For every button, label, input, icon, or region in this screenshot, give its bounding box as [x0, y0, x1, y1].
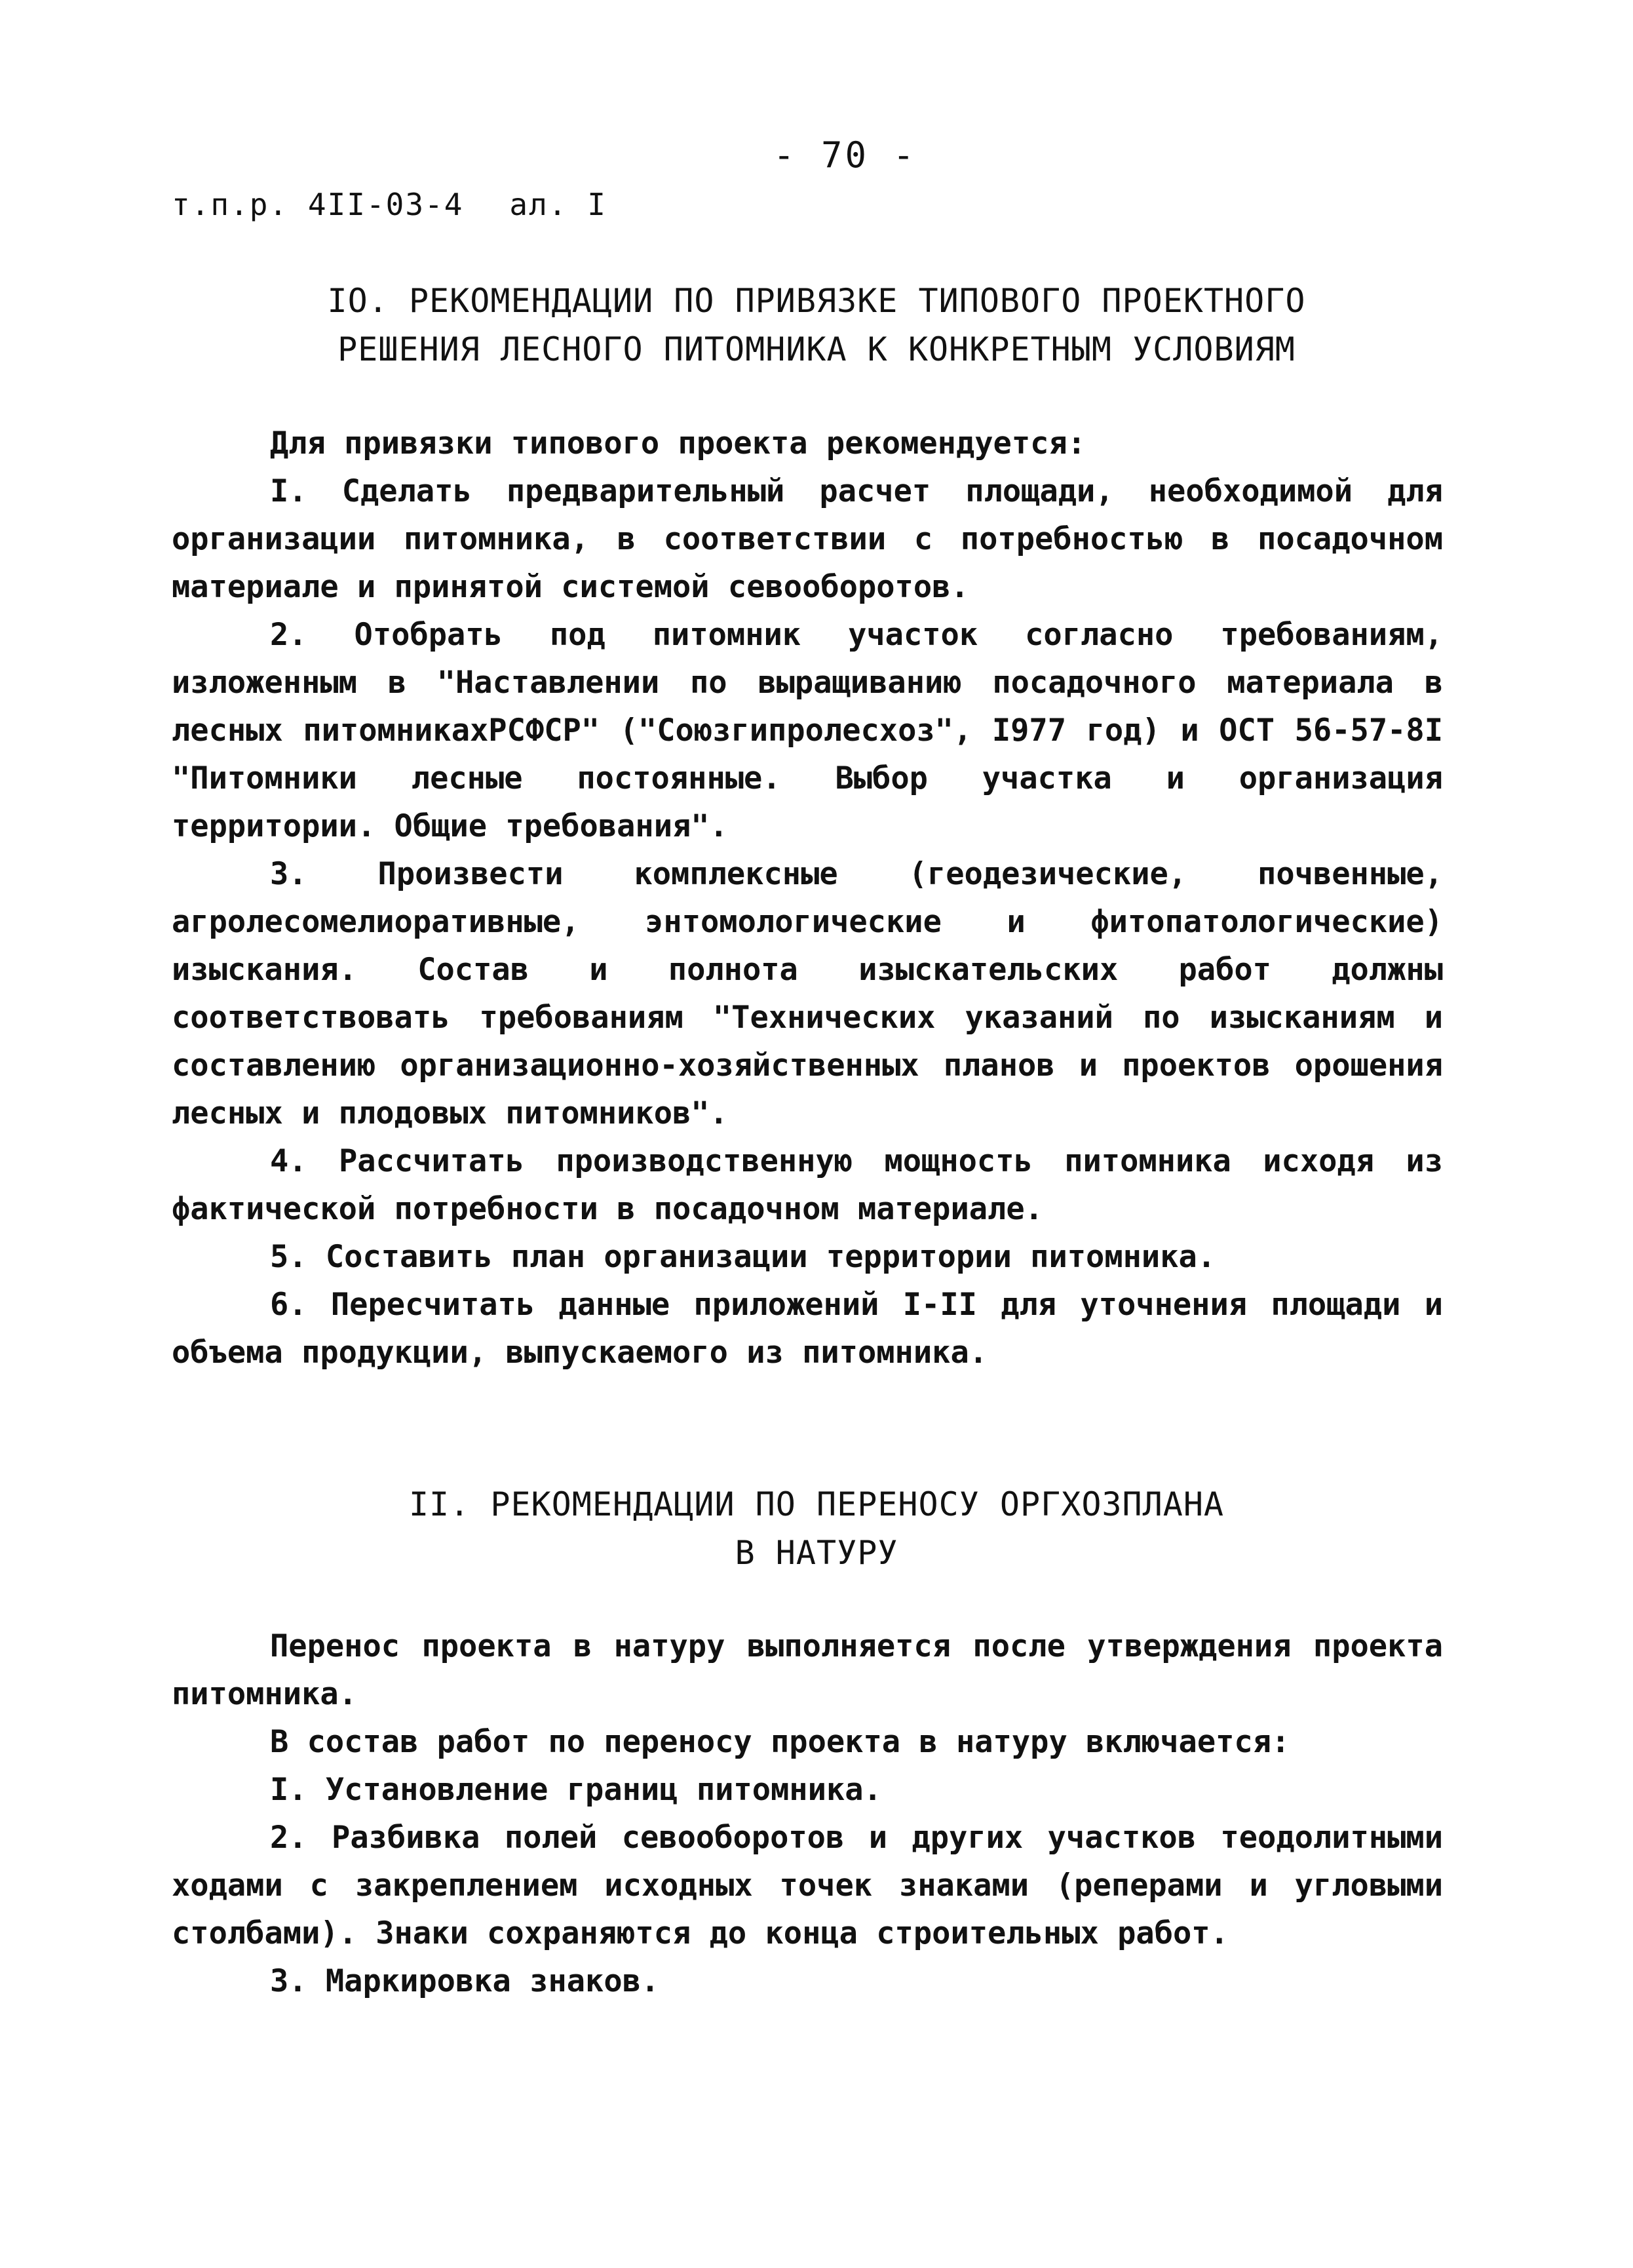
section-10-body: [172, 420, 1443, 1377]
section-10-item-2: 2. Отобрать под питомник участок согласно требованиям, изложенным в "Наставлении по выращиванию посадочного материала в лесных питомникахРСФСР" ("Союзгипролесхоз", I977 год) и ОСТ 56-57-8I "Питомники лесные постоянные. Выбор участка и организация территории. Общие требования".: [172, 617, 1443, 844]
document-code: [172, 187, 607, 222]
sheet-label: ал. I: [509, 187, 607, 222]
section-11-scope: В состав работ по переносу проекта в натуру включается:: [270, 1724, 1290, 1760]
section-10-heading: [0, 277, 1633, 374]
section-10-item-4: 4. Рассчитать производственную мощность питомника исходя из фактической потребности в посадочном материале.: [172, 1143, 1443, 1227]
section-10-item-6: 6. Пересчитать данные приложений I-II для уточнения площади и объема продукции, выпускаемого из питомника.: [172, 1287, 1443, 1371]
section-10-heading-line-1: IO. РЕКОМЕНДАЦИИ ПО ПРИВЯЗКЕ ТИПОВОГО ПРОЕКТНОГО: [327, 282, 1306, 320]
section-11-item-2: 2. Разбивка полей севооборотов и других участков теодолитными ходами с закреплением исходных точек знаками (реперами и угловыми столбами). Знаки сохраняются до конца строительных работ.: [172, 1820, 1443, 1951]
section-10-item-3: 3. Произвести комплексные (геодезические, почвенные, агролесомелиоративные, энтомологические и фитопатологические) изыскания. Состав и полнота изыскательских работ должны соответствовать требованиям "Технических указаний по изысканиям и составлению организационно-хозяйственных планов и проектов орошения лесных и плодовых питомников".: [172, 856, 1443, 1131]
section-11-item-3: 3. Маркировка знаков.: [270, 1963, 660, 1999]
page-number: - 70 -: [773, 134, 917, 176]
section-11-body: [172, 1622, 1443, 2005]
section-11-heading-line-2: В НАТУРУ: [735, 1534, 898, 1572]
section-10-intro: Для привязки типового проекта рекомендуется:: [270, 425, 1086, 461]
section-11-heading-line-1: II. РЕКОМЕНДАЦИИ ПО ПЕРЕНОСУ ОРГХОЗПЛАНА: [408, 1485, 1225, 1523]
section-10-heading-line-2: РЕШЕНИЯ ЛЕСНОГО ПИТОМНИКА К КОНКРЕТНЫМ УСЛОВИЯМ: [337, 330, 1296, 368]
section-10-item-5: 5. Составить план организации территории питомника.: [270, 1239, 1216, 1275]
section-11-heading: [0, 1480, 1633, 1577]
project-code: т.п.р. 4II-03-4: [172, 187, 464, 222]
section-11-intro: Перенос проекта в натуру выполняется после утверждения проекта питомника.: [172, 1628, 1443, 1712]
section-11-item-1: I. Установление границ питомника.: [270, 1772, 882, 1808]
section-10-item-1: I. Сделать предварительный расчет площади, необходимой для организации питомника, в соответствии с потребностью в посадочном материале и принятой системой севооборотов.: [172, 473, 1443, 605]
